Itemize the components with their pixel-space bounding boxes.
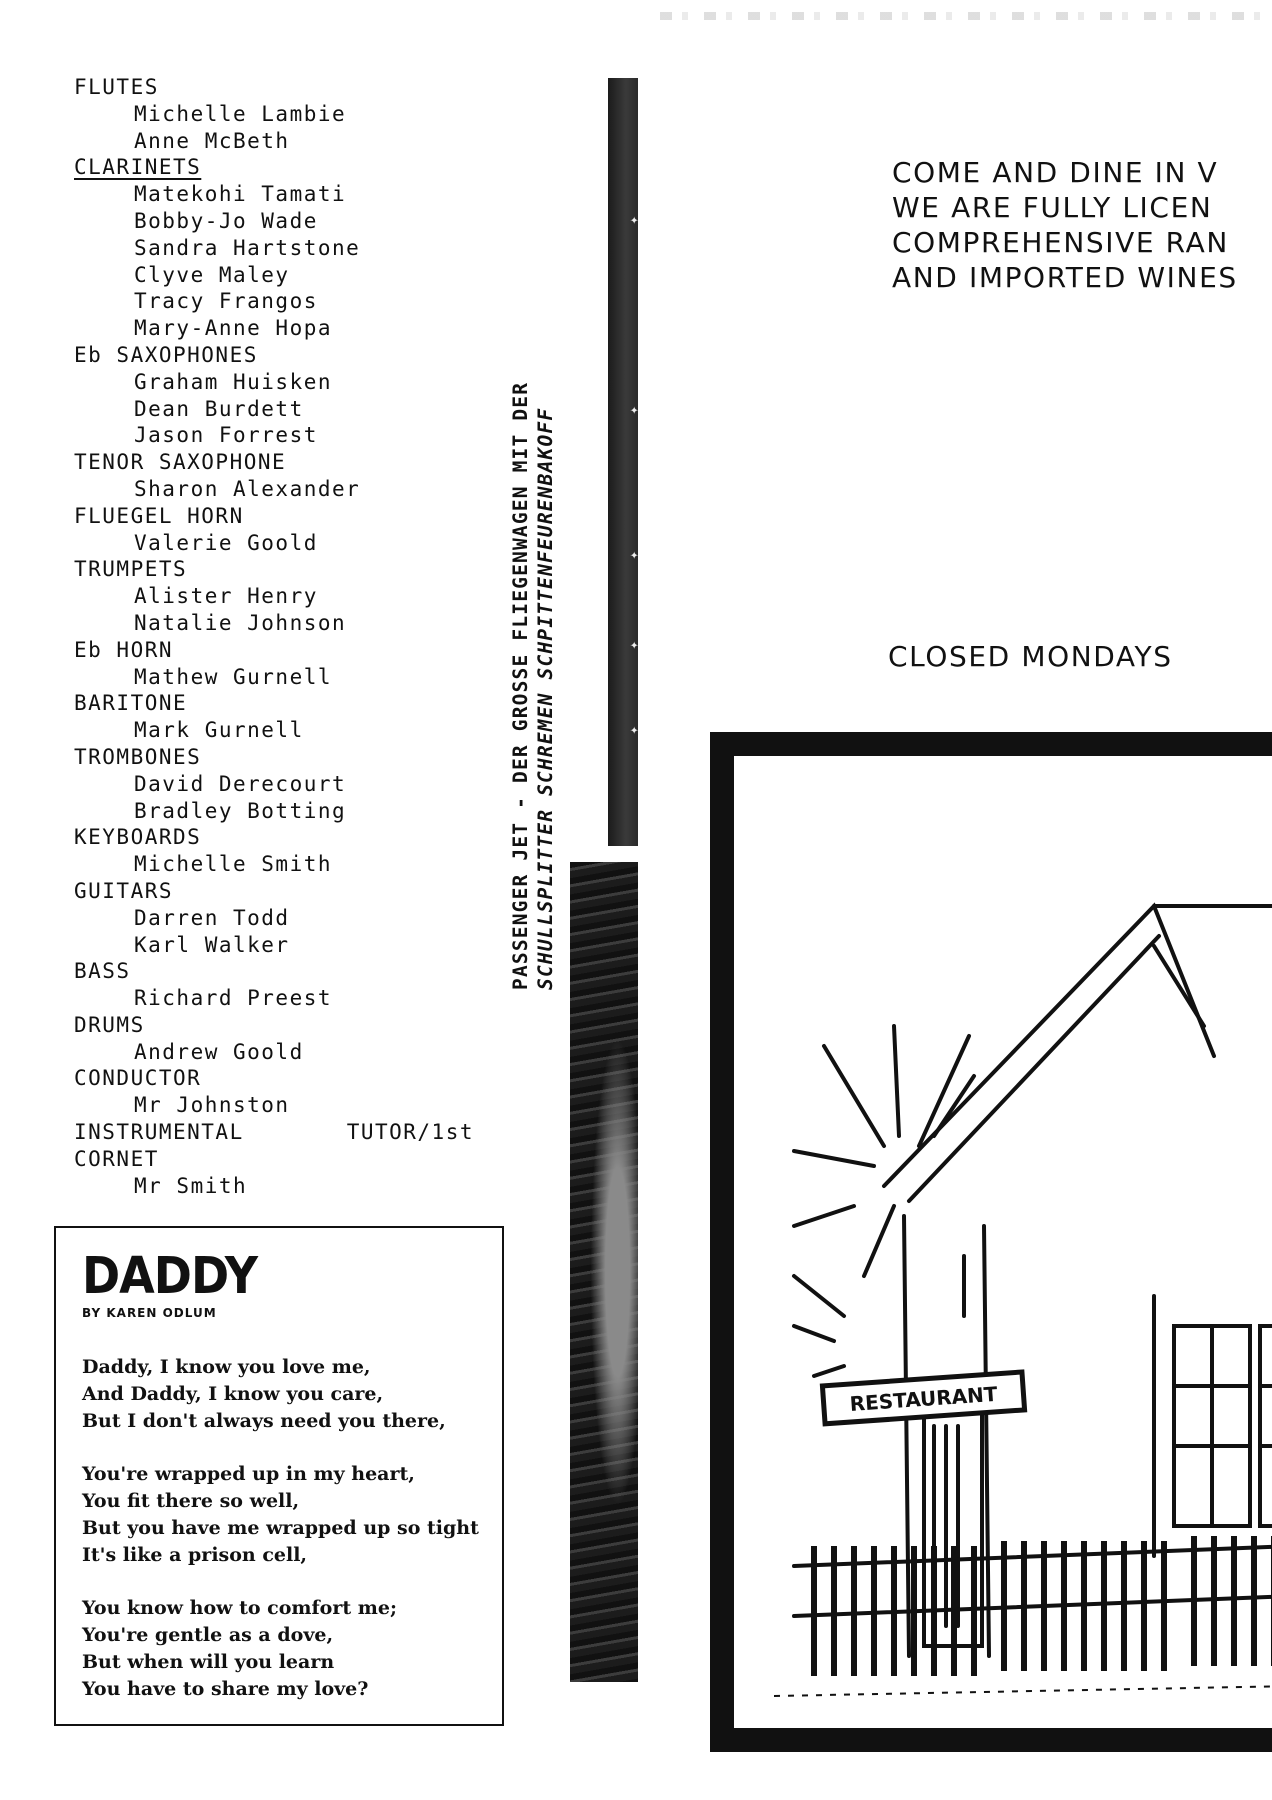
star-icon: ✦ [630,637,639,653]
section-heading: KEYBOARDS [74,825,202,850]
section-heading: FLUEGEL HORN [74,503,244,528]
member-name: Dean Burdett [134,396,304,421]
member-name: Matekohi Tamati [134,182,347,207]
band-roster [74,74,494,1199]
member-name: Valerie Goold [134,530,318,555]
star-icon: ✦ [630,547,639,563]
section-heading: GUITARS [74,878,174,903]
poem-body [82,1354,502,1703]
poem-line: Daddy, I know you love me, [82,1356,371,1378]
star-icon: ✦ [630,722,639,738]
section-heading: Eb HORN [74,637,174,662]
section-heading: TROMBONES [74,744,202,769]
member-name: Karl Walker [134,932,290,957]
restaurant-illustration-frame [710,732,1272,1752]
section-heading: TENOR SAXOPHONE [74,450,287,475]
member-name: Clyve Maley [134,262,290,287]
poem-line: You fit there so well, [82,1490,300,1512]
tutor-heading [74,1119,474,1146]
poem-byline: BY KAREN ODLUM [82,1306,217,1320]
poem-box [54,1226,504,1726]
poem-line: But I don't always need you there, [82,1410,446,1432]
member-name: Graham Huisken [134,369,333,394]
poem-line: You're wrapped up in my heart, [82,1463,415,1485]
poem-line: You know how to comfort me; [82,1597,397,1619]
section-heading: TRUMPETS [74,557,188,582]
tutor-heading-left: INSTRUMENTAL [74,1120,244,1145]
section-heading: DRUMS [74,1012,145,1037]
scan-artifact [660,12,1272,20]
member-name: Mark Gurnell [134,718,304,743]
section-heading: CONDUCTOR [74,1066,202,1091]
member-name: Sandra Hartstone [134,235,361,260]
member-name: Bradley Botting [134,798,347,823]
member-name: Sharon Alexander [134,476,361,501]
member-name: Andrew Goold [134,1039,304,1064]
poem-line: You're gentle as a dove, [82,1624,334,1646]
poem-line: But when will you learn [82,1651,335,1673]
member-name: Natalie Johnson [134,610,347,635]
member-name: David Derecourt [134,771,347,796]
photo-strip-top [608,78,638,846]
section-heading: BARITONE [74,691,188,716]
photo-strip-bottom [570,862,638,1682]
section-heading: Eb SAXOPHONES [74,342,258,367]
member-name: Mary-Anne Hopa [134,316,333,341]
poem-line: You have to share my love? [82,1678,369,1700]
photo-caption [508,230,558,990]
caption-line-1: PASSENGER JET - DER GROSSE FLIEGENWAGEN MIT DER [509,381,532,990]
star-icon: ✦ [630,212,639,228]
poem-stanza [82,1461,502,1569]
tutor-heading-right: TUTOR/1st [346,1120,474,1145]
poem-line: And Daddy, I know you care, [82,1383,384,1405]
ad-line: WE ARE FULLY LICEN [892,191,1213,224]
restaurant-sketch [734,756,1272,1752]
member-name: Mr Smith [134,1173,248,1198]
member-name: Jason Forrest [134,423,318,448]
poem-line: But you have me wrapped up so tight [82,1517,479,1539]
ad-line: COMPREHENSIVE RAN [892,226,1229,259]
poem-stanza [82,1595,502,1703]
ad-text [892,155,1272,295]
star-icon: ✦ [630,402,639,418]
caption-line-2: SCHULLSPLITTER SCHREMEN SCHPITTENFEURENBAKOFF [534,407,557,990]
restaurant-sign-text: RESTAURANT [848,1381,999,1417]
member-name: Alister Henry [134,584,318,609]
member-name: Mathew Gurnell [134,664,333,689]
member-name: Darren Todd [134,905,290,930]
section-heading: BASS [74,959,131,984]
tutor-heading-cont: CORNET [74,1146,159,1171]
member-name: Michelle Smith [134,852,333,877]
member-name: Michelle Lambie [134,101,347,126]
poem-stanza [82,1354,502,1435]
member-name: Tracy Frangos [134,289,318,314]
poem-line: It's like a prison cell, [82,1544,308,1566]
member-name: Mr Johnston [134,1093,290,1118]
section-heading: FLUTES [74,75,159,99]
poem-title: DADDY [82,1245,258,1305]
member-name: Bobby-Jo Wade [134,208,318,233]
section-heading: CLARINETS [74,155,202,180]
member-name: Anne McBeth [134,128,290,153]
ad-line: COME AND DINE IN V [892,156,1219,189]
ad-line: AND IMPORTED WINES [892,261,1238,294]
ad-closed-notice: CLOSED MONDAYS [888,640,1173,673]
member-name: Richard Preest [134,986,333,1011]
